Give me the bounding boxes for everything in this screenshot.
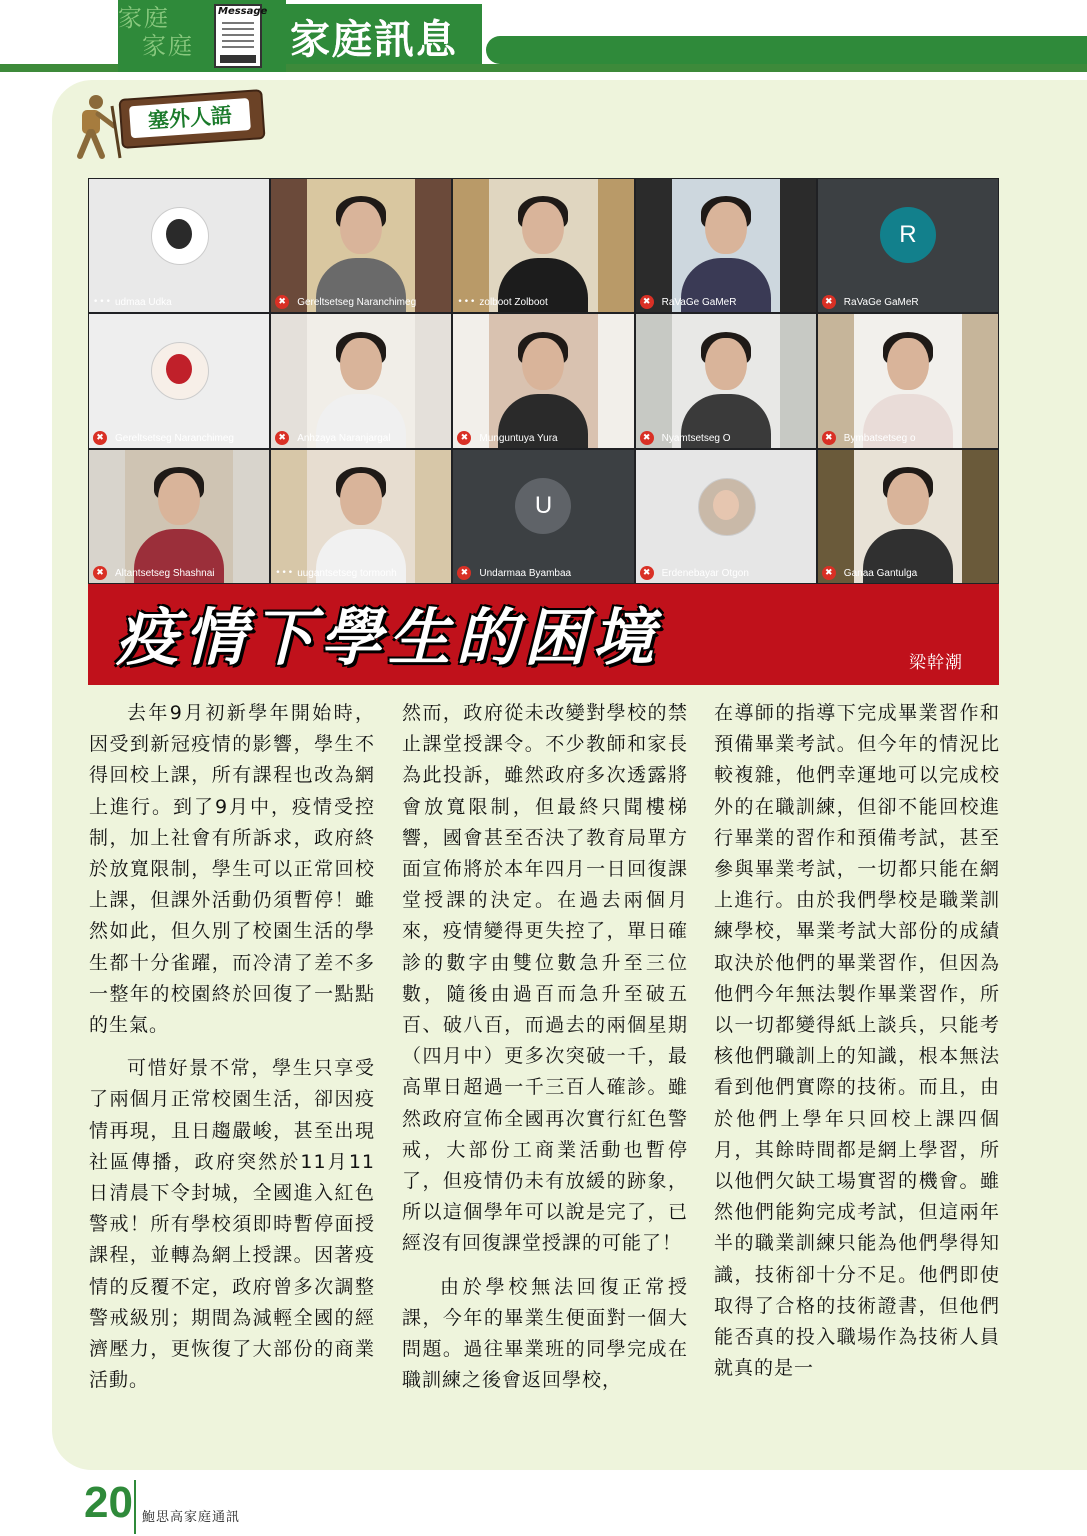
- header-right-bar: [486, 36, 1087, 64]
- paragraph: 由於學校無法回復正常授課，今年的畢業生便面對一個大問題。過往畢業班的同學完成在職訓練之後會返回學校，: [402, 1275, 688, 1392]
- section-tag-label: 塞外人語: [129, 98, 251, 138]
- participant-video: [498, 202, 588, 312]
- participant-video: [134, 473, 224, 583]
- participant-name: Gereltsetseg Naranchimeg: [297, 297, 417, 309]
- participant-name: RaVaGe GaMeR: [661, 297, 737, 309]
- participant-tile[interactable]: [453, 450, 633, 583]
- participant-name: Nyamtsetseg O: [661, 432, 731, 444]
- participant-tile[interactable]: [89, 314, 269, 447]
- participant-name: uugantsetseg tormonh: [297, 567, 397, 579]
- paragraph: 在導師的指導下完成畢業習作和預備畢業考試。但今年的情況比較複雜，他們幸運地可以完成校外的在職訓練，但卻不能回校進行畢業的習作和預備考試，甚至參與畢業考試，一切都只能在網上進行。由於我們學校是職業訓練學校，畢業考試大部份的成績取決於他們的畢業習作，但因為他們今年無法製作畢業習作，所以一切都變得紙上談兵，只能考核他們職訓上的知識，根本無法看到他們實際的技術。而且，由於他們上學年只回校上課四個月，其餘時間都是網上學習，所以他們欠缺工場實習的機會。雖然他們能夠完成考試，但這兩年半的職業訓練只能為他們學得知識，技術卻十分不足。他們即使取得了合格的技術證書，但他們能否真的投入職場作為技術人員就真的是一: [714, 702, 1000, 1380]
- article-column-3: [714, 698, 1000, 1384]
- participant-video: [681, 338, 771, 448]
- publication-name: 鮑思高家庭通訊: [142, 1510, 241, 1525]
- participant-tile[interactable]: [453, 314, 633, 447]
- participant-name: udmaa Udka: [115, 297, 172, 309]
- message-icon: [214, 4, 268, 68]
- participant-tile[interactable]: [636, 450, 816, 583]
- mic-off-icon: ✖: [93, 431, 107, 445]
- participant-video: [863, 473, 953, 583]
- participant-name: Ganaa Gantulga: [843, 567, 918, 579]
- participant-tile[interactable]: [818, 450, 998, 583]
- paragraph: 然而，政府從未改變對學校的禁止課堂授課令。不少教師和家長為此投訴，雖然政府多次透露將會放寬限制，但最終只聞樓梯響，國會甚至否決了教育局單方面宣佈將於本年四月一日回復課堂授課的決定。在過去兩個月來，疫情變得更失控了，單日確診的數字由雙位數急升至三位數，隨後由過百而急升至破五百、破八百，而過去的兩個星期（四月中）更多次突破一千，最高單日超過一千三百人確診。雖然政府宣佈全國再次實行紅色警戒，大部份工商業活動也暫停了，但疫情仍未有放緩的跡象，所以這個學年可以說是完了，已經沒有回復課堂授課的可能了！: [402, 702, 688, 1255]
- speaking-dots-icon: •••: [93, 297, 112, 308]
- participant-tile[interactable]: [453, 179, 633, 312]
- participant-tile[interactable]: [271, 314, 451, 447]
- participant-name: Bymbatsetseg o: [843, 432, 916, 444]
- logo-text-line1: 家庭: [118, 4, 170, 32]
- mic-off-icon: ✖: [640, 431, 654, 445]
- participant-name: Erdenebayar Otgon: [661, 567, 749, 579]
- mic-off-icon: ✖: [640, 295, 654, 309]
- participant-video: [681, 202, 771, 312]
- mic-off-icon: ✖: [275, 431, 289, 445]
- mic-off-icon: ✖: [640, 566, 654, 580]
- mic-off-icon: ✖: [822, 295, 836, 309]
- article-title: 疫情下學生的困境: [116, 601, 661, 674]
- participant-video: [498, 338, 588, 448]
- participant-name: Altantsetseg Shashnai: [115, 567, 215, 579]
- participant-name: Undarmaa Byambaa: [479, 567, 572, 579]
- paragraph: 可惜好景不常，學生只享受了兩個月正常校園生活，卻因疫情再現，且日趨嚴峻，甚至出現社區傳播，政府突然於11月11日清晨下令封城，全國進入紅色警戒！所有學校須即時暫停面授課程，並轉為網上授課。因著疫情的反覆不定，政府曾多次調整警戒級別；期間為減輕全國的經濟壓力，更恢復了大部份的商業活動。: [89, 1057, 375, 1392]
- article-author: 梁幹潮: [909, 653, 963, 673]
- video-call-grid: [88, 178, 999, 584]
- mic-off-icon: ✖: [457, 566, 471, 580]
- section-title: 家庭訊息: [290, 17, 458, 63]
- participant-tile[interactable]: [89, 450, 269, 583]
- mic-off-icon: ✖: [822, 566, 836, 580]
- title-banner: [88, 584, 999, 685]
- mic-off-icon: ✖: [822, 431, 836, 445]
- speaking-dots-icon: •••: [275, 567, 295, 578]
- participant-name: Munguntuya Yura: [479, 432, 558, 444]
- article-column-2: [402, 698, 688, 1396]
- footer-divider: [134, 1480, 136, 1534]
- paragraph: 去年9月初新學年開始時，因受到新冠疫情的影響，學生不得回校上課，所有課程也改為網上進行。到了9月中，疫情受控制，加上社會有所訴求，政府終於放寬限制，學生可以正常回校上課，但課外活動仍須暫停！雖然如此，但久別了校園生活的學生都十分雀躍，而冷清了差不多一整年的校園終於回復了一點點的生氣。: [89, 702, 375, 1037]
- participant-tile[interactable]: [89, 179, 269, 312]
- participant-tile[interactable]: [818, 179, 998, 312]
- avatar-letter: U: [515, 478, 571, 534]
- section-tag: [118, 89, 265, 149]
- footer-strip: [0, 1470, 1087, 1536]
- logo-text-line2: 家庭: [142, 32, 194, 60]
- mic-off-icon: ✖: [275, 295, 289, 309]
- message-icon-label: Message: [218, 6, 268, 17]
- participant-tile[interactable]: [271, 450, 451, 583]
- mic-off-icon: ✖: [457, 431, 471, 445]
- page-number: 20: [84, 1478, 133, 1527]
- article-column-1: [89, 698, 375, 1396]
- participant-video: [316, 338, 406, 448]
- participant-video: [316, 202, 406, 312]
- header-logo: [118, 0, 286, 72]
- participant-name: RaVaGe GaMeR: [843, 297, 919, 309]
- participant-video: [316, 473, 406, 583]
- participant-name: Gereltsetseg Naranchimeg: [115, 432, 234, 444]
- participant-tile[interactable]: [636, 314, 816, 447]
- participant-tile[interactable]: [818, 314, 998, 447]
- participant-video: [863, 338, 953, 448]
- participant-name: Anhzaya Naranjargal: [297, 432, 391, 444]
- participant-tile[interactable]: [271, 179, 451, 312]
- participant-name: zolboot Zolboot: [479, 297, 548, 309]
- mic-off-icon: ✖: [93, 566, 107, 580]
- avatar-letter: R: [880, 207, 936, 263]
- speaking-dots-icon: •••: [457, 297, 477, 308]
- participant-tile[interactable]: [636, 179, 816, 312]
